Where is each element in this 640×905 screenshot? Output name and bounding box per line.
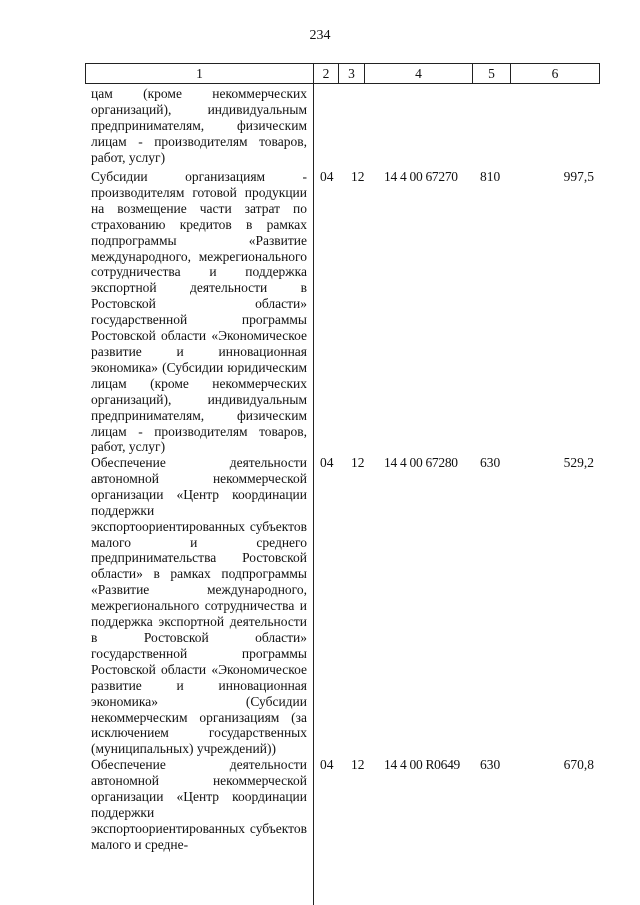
row-target-article: 14 4 00 67280: [384, 455, 458, 470]
page-number: 234: [309, 28, 331, 43]
row-description: Субсидии организациям - производителям готовой продукции на возмещение части затрат по страхованию кредитов в рамках подпрограммы «Развитие международного, межрегионального сотрудничества и поддержка экспортной деятельности в Ростовской области» государственной программы Ростовской области «Экономическое развитие и инновационная экономика» (Субсидии юридическим лицам (кроме некоммерческих организаций), индивидуальным предпринимателям, физическим лицам - производителям товаров, работ, услуг): [91, 169, 307, 455]
row-section: 04: [320, 169, 334, 184]
row-subsection: 12: [351, 169, 365, 184]
row-subsection: 12: [351, 455, 365, 470]
row-expense-type: 810: [480, 169, 501, 184]
header-col-2: 2: [314, 64, 339, 83]
row-subsection: 12: [351, 757, 365, 772]
row-section: 04: [320, 757, 334, 772]
header-col-6: 6: [551, 66, 559, 81]
table-header: [85, 63, 600, 84]
row-target-article: 14 4 00 R0649: [384, 757, 460, 772]
column-divider: [313, 84, 314, 905]
row-amount: 529,2: [563, 455, 594, 470]
header-col-1: 1: [86, 64, 314, 83]
header-col-5: 5: [473, 64, 511, 83]
row-amount: 997,5: [563, 169, 594, 184]
header-col-4: 4: [365, 64, 473, 83]
row-section: 04: [320, 455, 334, 470]
row-amount: 670,8: [563, 757, 594, 772]
row-description: Обеспечение деятельности автономной некоммерческой организации «Центр координации поддержки экспортоориентированных субъектов малого и среднего предпринимательства Ростовской области» в рамках подпрограммы «Развитие международного, межрегионального сотрудничества и поддержка экспортной деятельности в Ростовской области» государственной программы Ростовской области «Экономическое развитие и инновационная экономика» (Субсидии некоммерческим организациям (за исключением государственных (муниципальных) учреждений)): [91, 455, 307, 757]
row-description: цам (кроме некоммерческих организаций), индивидуальным предпринимателям, физическим лицам - производителям товаров, работ, услуг): [91, 86, 307, 165]
row-expense-type: 630: [480, 455, 501, 470]
row-target-article: 14 4 00 67270: [384, 169, 458, 184]
header-col-3: 3: [339, 64, 365, 83]
row-expense-type: 630: [480, 757, 501, 772]
row-description: Обеспечение деятельности автономной некоммерческой организации «Центр координации поддержки экспортоориентированных субъектов малого и средне-: [91, 757, 307, 852]
